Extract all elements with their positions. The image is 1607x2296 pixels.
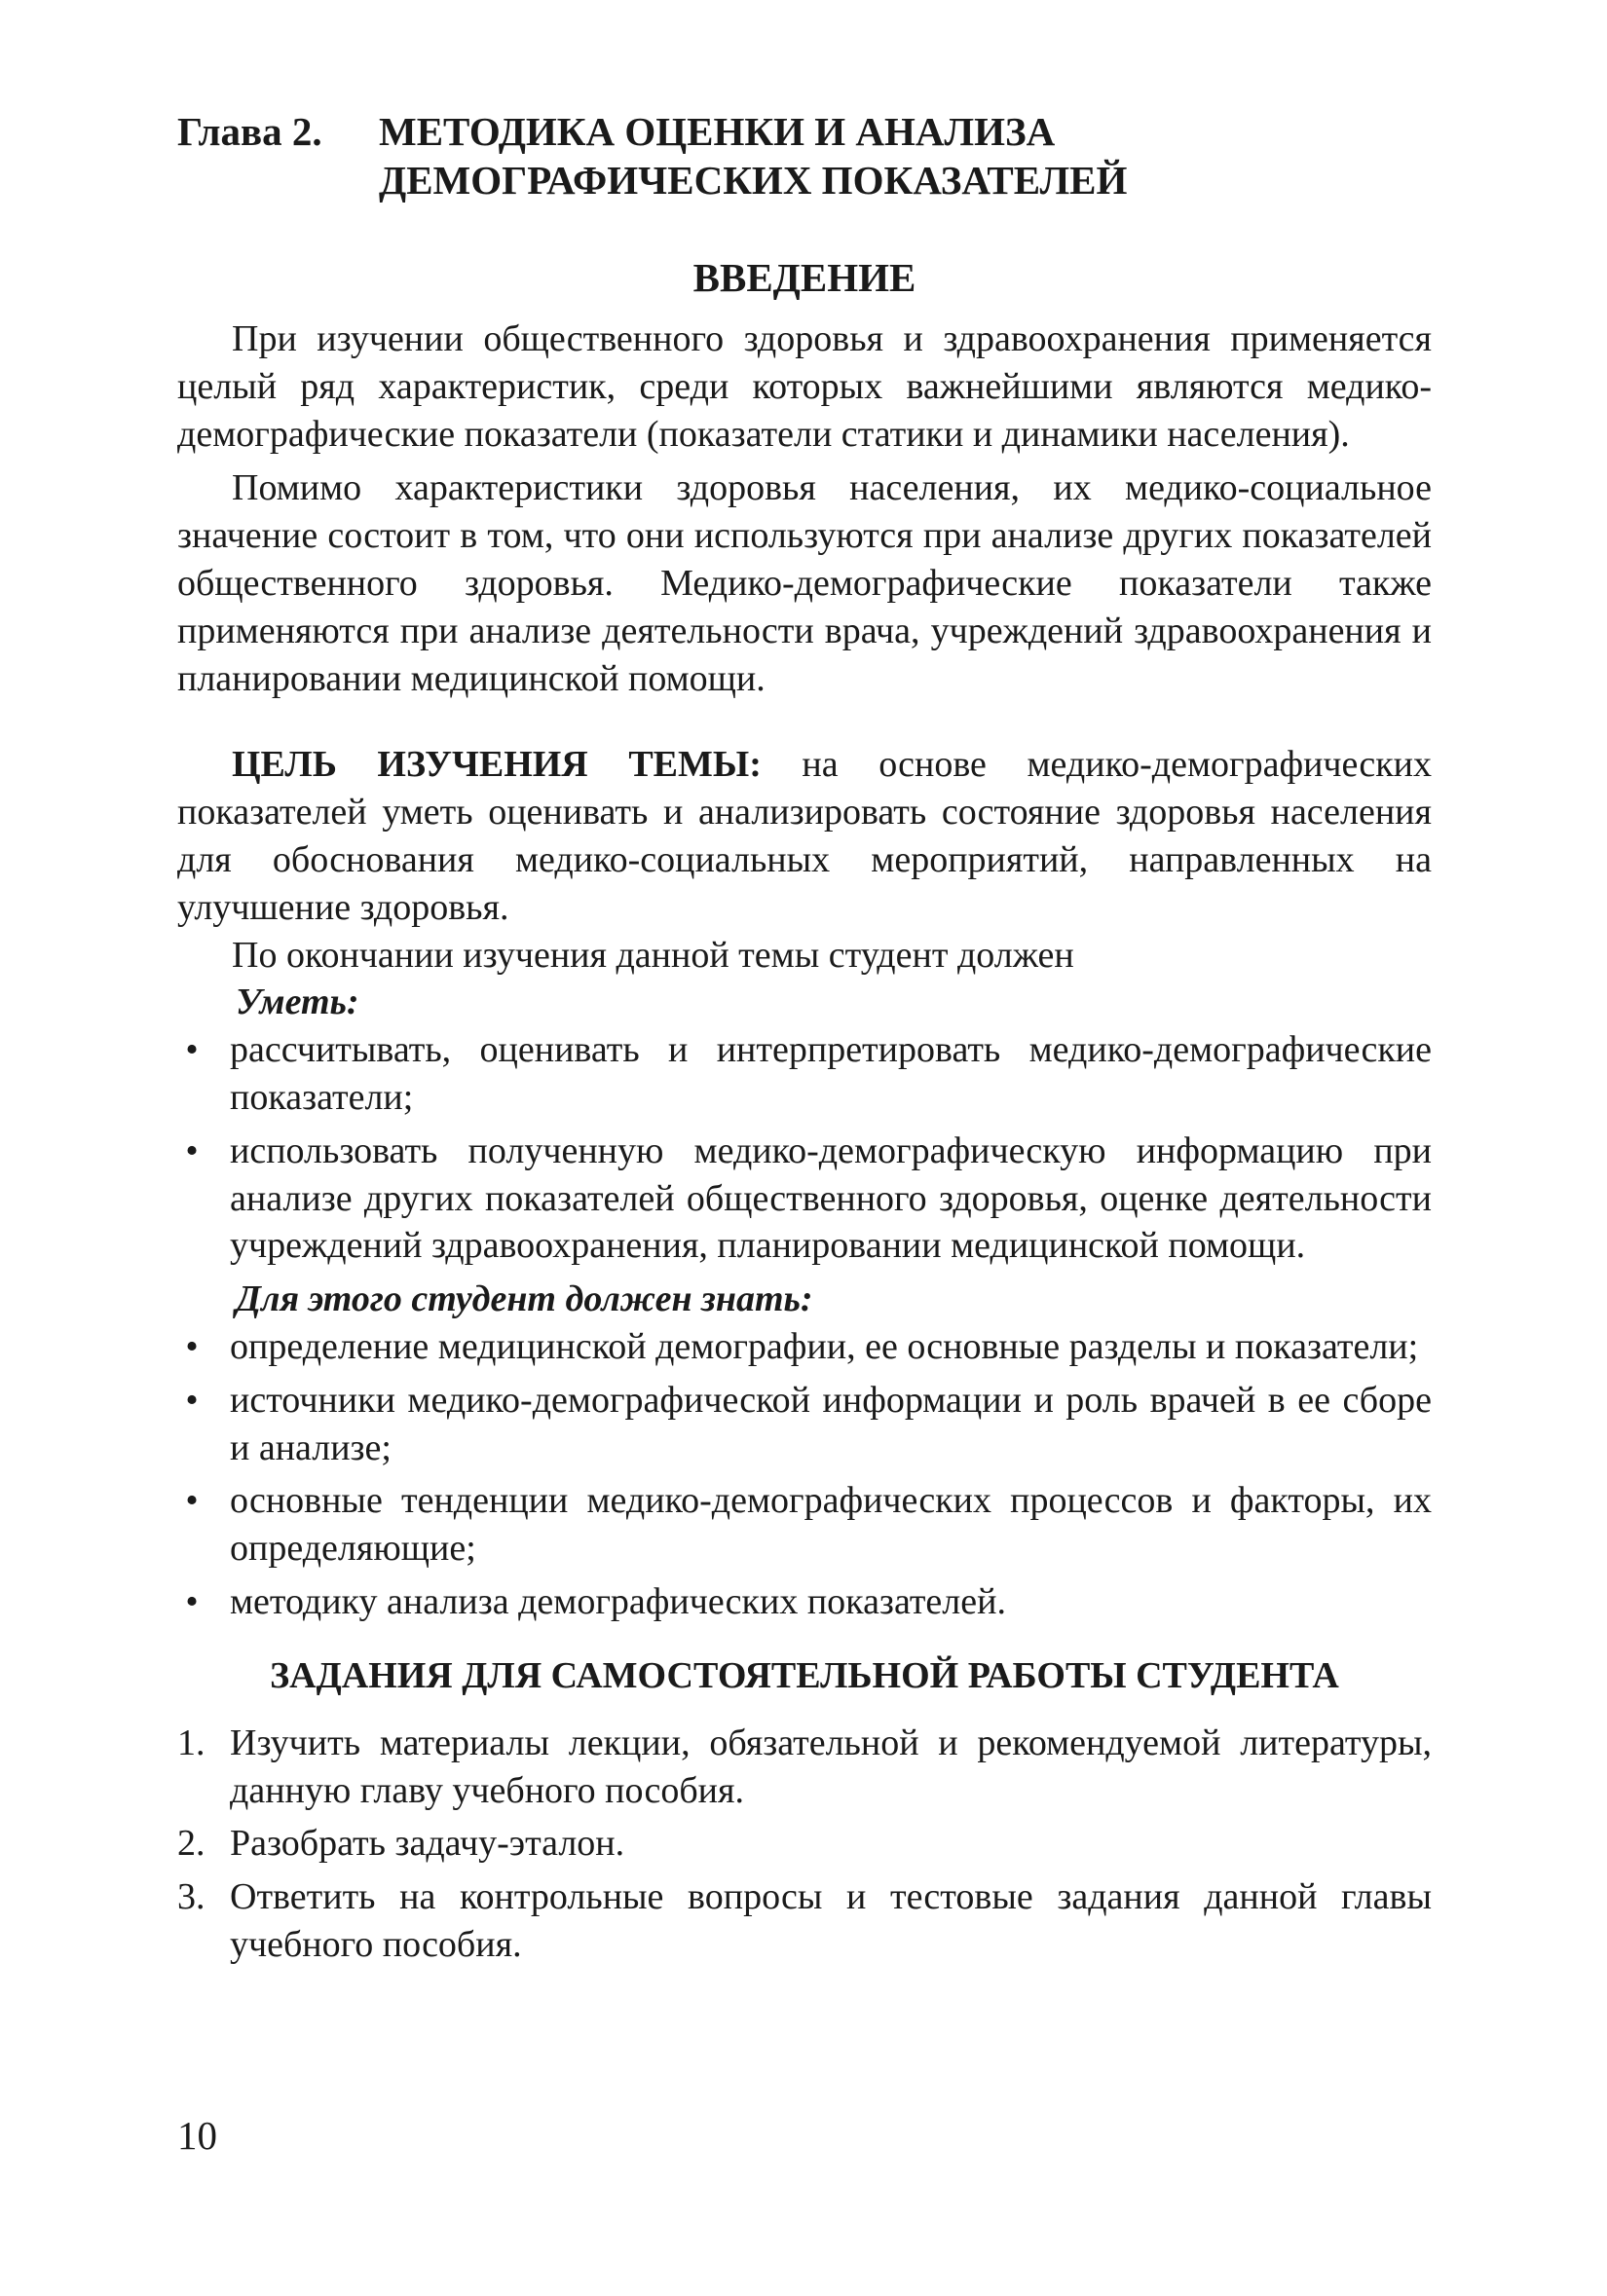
goal-text: на основе медико-демографических показателей уметь оценивать и анализировать состояние здоровья населения для обоснования медико-социальных мероприятий, направленных на улучшение здоровья. <box>177 744 1433 928</box>
bullet-icon: • <box>185 1580 199 1622</box>
list-item <box>177 1477 1432 1573</box>
knowledge-list <box>177 1323 1432 1626</box>
list-item-text: рассчитывать, оценивать и интерпретировать медико-демографические показатели; <box>230 1029 1432 1118</box>
goal-paragraph <box>177 741 1432 931</box>
task-number: 1. <box>177 1722 206 1763</box>
goal-after: По окончании изучения данной темы студент должен <box>232 934 1074 976</box>
task-text: Ответить на контрольные вопросы и тестовые задания данной главы учебного пособия. <box>230 1876 1432 1965</box>
chapter-title-line-2: ДЕМОГРАФИЧЕСКИХ ПОКАЗАТЕЛЕЙ <box>379 158 1128 203</box>
skills-list <box>177 1026 1432 1270</box>
list-item <box>177 1323 1432 1371</box>
task-number: 3. <box>177 1876 206 1918</box>
tasks-heading: ЗАДАНИЯ ДЛЯ САМОСТОЯТЕЛЬНОЙ РАБОТЫ СТУДЕНТА <box>270 1654 1339 1696</box>
intro-heading: ВВЕДЕНИЕ <box>692 255 916 300</box>
skills-heading: Уметь: <box>236 981 359 1023</box>
task-item <box>177 1873 1432 1969</box>
task-text: Изучить материалы лекции, обязательной и рекомендуемой литературы, данную главу учебного пособия. <box>230 1722 1432 1811</box>
list-item-text: основные тенденции медико-демографических процессов и факторы, их определяющие; <box>230 1480 1432 1570</box>
goal-label: ЦЕЛЬ ИЗУЧЕНИЯ ТЕМЫ: <box>232 744 762 786</box>
task-item <box>177 1820 1432 1868</box>
task-text: Разобрать задачу-эталон. <box>230 1823 625 1865</box>
bullet-icon: • <box>185 1029 199 1071</box>
task-number: 2. <box>177 1823 206 1865</box>
intro-paragraph: Помимо характеристики здоровья населения, их медико-социальное значение состоит в том, что они используются при анализе других показателей общественного здоровья. Медико-демографические показатели также применяются при анализе деятельности врача, учреждений здравоохранения и планировании медицинской помощи. <box>177 467 1432 699</box>
tasks-list <box>177 1720 1432 1969</box>
bullet-icon: • <box>185 1129 199 1171</box>
list-item-text: использовать полученную медико-демографическую информацию при анализе других показателей общественного здоровья, оценке деятельности учреждений здравоохранения, планировании медицинской помощи. <box>230 1129 1432 1267</box>
list-item <box>177 1377 1432 1472</box>
bullet-icon: • <box>185 1325 199 1367</box>
list-item <box>177 1026 1432 1122</box>
knowledge-heading: Для этого студент должен знать: <box>236 1278 813 1320</box>
chapter-title <box>379 107 1432 204</box>
intro-paragraph: При изучении общественного здоровья и здравоохранения применяется целый ряд характеристик, среди которых важнейшими являются медико-демографические показатели (показатели статики и динамики населения). <box>177 318 1432 455</box>
task-item <box>177 1720 1432 1815</box>
page-number: 10 <box>177 2113 217 2158</box>
list-item-text: источники медико-демографической информации и роль врачей в ее сборе и анализе; <box>230 1379 1432 1468</box>
list-item-text: определение медицинской демографии, ее основные разделы и показатели; <box>230 1325 1419 1367</box>
list-item <box>177 1128 1432 1270</box>
chapter-label: Глава 2. <box>177 109 322 154</box>
chapter-title-line-1: МЕТОДИКА ОЦЕНКИ И АНАЛИЗА <box>379 109 1056 154</box>
bullet-icon: • <box>185 1480 199 1522</box>
chapter-heading <box>177 107 1432 204</box>
list-item <box>177 1578 1432 1626</box>
bullet-icon: • <box>185 1379 199 1421</box>
page-content <box>177 107 1432 1975</box>
list-item-text: методику анализа демографических показателей. <box>230 1580 1006 1622</box>
